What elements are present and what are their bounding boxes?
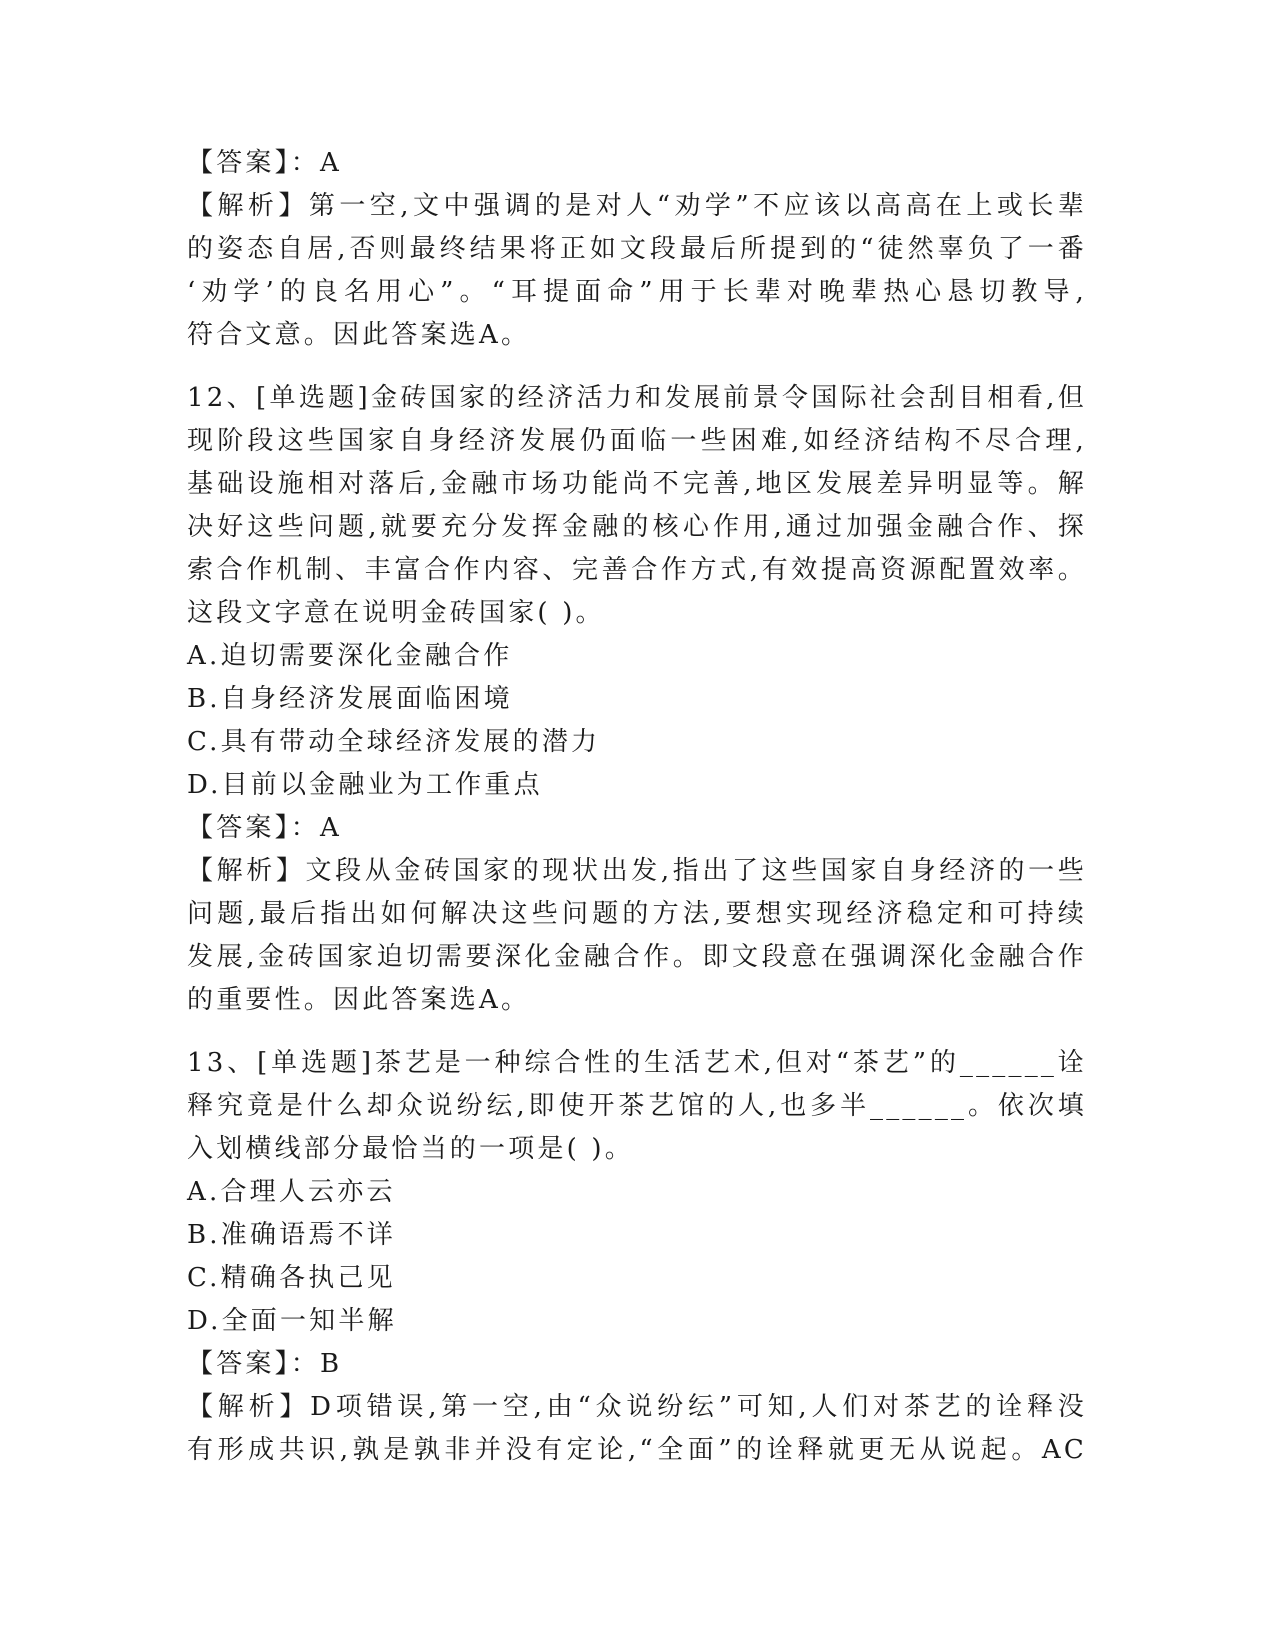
stem-line: 12、[单选题]金砖国家的经济活力和发展前景令国际社会刮目相看,但 <box>187 383 1087 413</box>
option-list <box>187 635 1087 807</box>
stem-line: 基础设施相对落后,金融市场功能尚不完善,地区发展差异明显等。解 <box>187 469 1087 499</box>
option-b: B.自身经济发展面临困境 <box>187 684 513 714</box>
analysis-line: 【解析】文段从金砖国家的现状出发,指出了这些国家自身经济的一些 <box>187 856 1087 886</box>
question-12 <box>187 377 1087 1022</box>
answer-block-11 <box>187 142 1087 357</box>
option-d: D.全面一知半解 <box>187 1306 397 1336</box>
answer-label: 【答案】：A <box>187 813 342 843</box>
stem-line: 决好这些问题,就要充分发挥金融的核心作用,通过加强金融合作、探 <box>187 512 1087 542</box>
stem-line: 现阶段这些国家自身经济发展仍面临一些困难,如经济结构不尽合理, <box>187 426 1087 456</box>
analysis <box>187 850 1087 1022</box>
stem-line: 释究竟是什么却众说纷纭,即使开茶艺馆的人,也多半______。依次填 <box>187 1091 1087 1121</box>
analysis-line: 【解析】D项错误,第一空,由“众说纷纭”可知,人们对茶艺的诠释没 <box>187 1392 1087 1422</box>
option-b: B.准确语焉不详 <box>187 1220 396 1250</box>
analysis-line: 的姿态自居,否则最终结果将正如文段最后所提到的“徒然辜负了一番 <box>187 234 1087 264</box>
option-a: A.迫切需要深化金融合作 <box>187 641 513 671</box>
analysis <box>187 1386 1087 1472</box>
answer-label: 【答案】：B <box>187 1349 343 1379</box>
analysis-line: 的重要性。因此答案选A。 <box>187 985 531 1015</box>
stem-line: 索合作机制、丰富合作内容、完善合作方式,有效提高资源配置效率。 <box>187 555 1087 585</box>
analysis-line: 有形成共识,孰是孰非并没有定论,“全面”的诠释就更无从说起。AC <box>187 1435 1087 1465</box>
analysis-line: ‘劝学’的良名用心”。“耳提面命”用于长辈对晚辈热心恳切教导, <box>187 277 1087 307</box>
analysis-line: 发展,金砖国家迫切需要深化金融合作。即文段意在强调深化金融合作 <box>187 942 1087 972</box>
option-c: C.精确各执己见 <box>187 1263 396 1293</box>
analysis <box>187 185 1087 357</box>
option-list <box>187 1171 1087 1343</box>
analysis-line: 符合文意。因此答案选A。 <box>187 320 531 350</box>
stem-line: 13、[单选题]茶艺是一种综合性的生活艺术,但对“茶艺”的______诠 <box>187 1048 1087 1078</box>
option-d: D.目前以金融业为工作重点 <box>187 770 543 800</box>
question-stem <box>187 1042 1087 1171</box>
stem-line: 这段文字意在说明金砖国家( )。 <box>187 598 605 628</box>
question-13 <box>187 1042 1087 1472</box>
analysis-line: 问题,最后指出如何解决这些问题的方法,要想实现经济稳定和可持续 <box>187 899 1087 929</box>
question-stem <box>187 377 1087 635</box>
analysis-line: 【解析】第一空,文中强调的是对人“劝学”不应该以高高在上或长辈 <box>187 191 1087 221</box>
stem-line: 入划横线部分最恰当的一项是( )。 <box>187 1134 634 1164</box>
document-page <box>187 142 1087 1472</box>
option-c: C.具有带动全球经济发展的潜力 <box>187 727 601 757</box>
answer-label: 【答案】：A <box>187 148 342 178</box>
option-a: A.合理人云亦云 <box>187 1177 396 1207</box>
